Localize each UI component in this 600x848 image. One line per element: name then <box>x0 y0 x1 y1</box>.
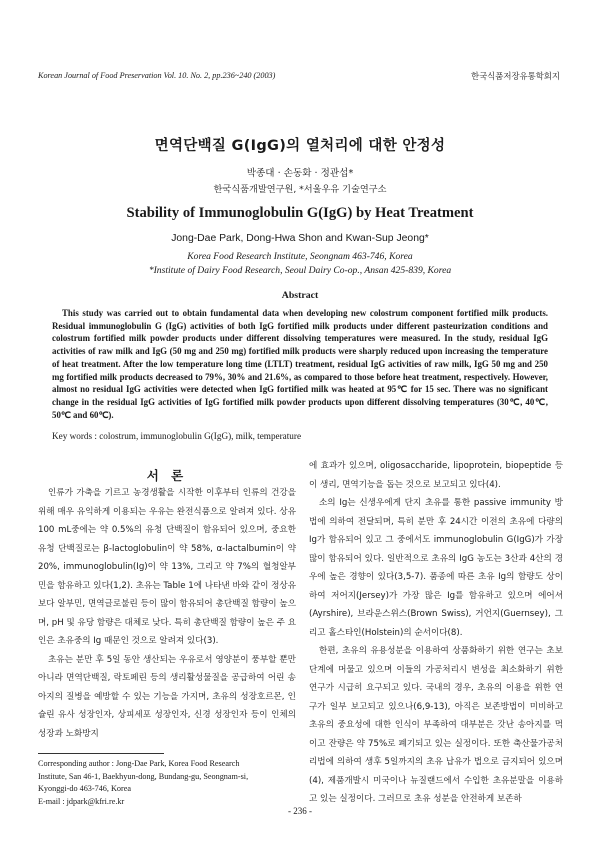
page-number: - 236 - <box>288 806 312 816</box>
keywords: Key words : colostrum, immunoglobulin G(IgG), milk, temperature <box>52 431 302 441</box>
right-column <box>309 457 563 804</box>
abstract-heading: Abstract <box>281 290 319 301</box>
society-name: 한국식품저장유통학회지 <box>471 71 560 81</box>
right-paragraph-1: 에 효과가 있으며, oligosaccharide, lipoprotein, biopeptide 등이 생리, 면역기능을 돕는 것으로 보고되고 있다(4). <box>309 461 563 490</box>
right-paragraph-3: 한편, 초유의 유용성분을 이용하여 상품화하기 위한 연구는 초보단계에 머물고 있으며 이들의 가공처리시 변성을 최소화하기 위한 연구가 시급히 요구되고 있다. 국내의 경우, 초유의 이용을 위한 연구가 일부 보고되고 있으나(6,9-13), 아직은 보존방법이 미비하고 초유의 중요성에 대한 인식이 부족하여 대부분은 갓난 송아지를 먹이고 잔량은 약 75%로 폐기되고 있는 실정이다. 또한 축산물가공처리법에 의하여 생후 5일까지의 초유 납유가 법으로 금지되어 있으며(4), 제품개발시 미국이나 뉴질랜드에서 수입한 초유분말을 이용하고 있는 실정이다. 그러므로 초유 성분을 안전하게 보존하 <box>309 646 563 804</box>
footnote-line: Institute, San 46-1, Baekhyun-dong, Bundang-gu, Seongnam-si, <box>38 771 249 781</box>
journal-citation: Korean Journal of Food Preservation Vol. 10. No. 2, pp.236~240 (2003) <box>38 71 276 80</box>
footnote-email: E-mail : jdpark@kfri.re.kr <box>38 796 125 806</box>
footnote-line: Corresponding author : Jong-Dae Park, Korea Food Research <box>38 759 240 768</box>
corresponding-author-footnote <box>38 758 296 808</box>
left-paragraph-2: 초유는 분만 후 5일 동안 생산되는 우유로서 영양분이 풍부할 뿐만 아니라 면역단백질, 락토페린 등의 생리활성물질을 공급하여 어린 송아지의 질병을 예방할 수 있는 기능을 가지며, 초유의 성장호르몬, 인슐린 유사 성장인자, 상피세포 성장인자, 신경 성장인자 등이 인체의 성장과 노화방지 <box>38 654 296 739</box>
korean-authors: 박종대 · 손동화 · 정관섭* <box>246 168 354 179</box>
section-heading-introduction: 서 론 <box>146 468 188 483</box>
english-affiliation-2: *Institute of Dairy Food Research, Seoul Dairy Co-op., Ansan 425-839, Korea <box>148 265 452 276</box>
left-column <box>38 484 297 739</box>
korean-affiliation: 한국식품개발연구원, *서울우유 기술연구소 <box>213 184 387 195</box>
right-paragraph-2: 소의 Ig는 신생우에게 단지 초유를 통한 passive immunity 방법에 의하여 전달되며, 특히 분만 후 24시간 이전의 초유에 다량의 Ig가 함유되어 있고 그 중에서도 immunoglobulin G(IgG)가 가장 많이 함유되어 있다. 일반적으로 초유의 IgG 농도는 3산과 4산의 경우에 높은 경향이 있다(3,5-7). 품종에 따른 초유 Ig의 함량도 상이하여 저어지(Jersey)가 가장 많은 Ig를 함유하고 있으며 에어셔(Ayrshire), 브라운스위스(Brown Swiss), 거언지(Guernsey), 그리고 홀스타인(Holstein)의 순서이다(8). <box>309 498 563 638</box>
english-title: Stability of Immunoglobulin G(IgG) by Heat Treatment <box>126 205 474 221</box>
left-paragraph-1: 인류가 가축을 기르고 농경생활을 시작한 이후부터 인류의 건강을 위해 매우 유익하게 이용되는 우유는 완전식품으로 알려져 있다. 상유 100 mL중에는 약 0.5%의 유청 단백질이 함유되어 있으며, 중요한 유청 단백질로는 β-lactoglobulin이 약 58%, α-lactalbumin이 약 20%, immunoglobulin(Ig)이 약 13%, 그리고 약 7%의 혈청알부민을 함유하고 있다(1,2). 초유는 Table 1에 나타낸 바와 같이 정상유보다 알부민, 면역글로불린 등이 많이 함유되어 총단백질 함량이 높으며, pH 및 유당 함량은 대체로 낮다. 특히 총단백질 함량이 높은 주 요인은 초유중의 Ig 때문인 것으로 알려져 있다(3). <box>38 488 297 646</box>
abstract-text: This study was carried out to obtain fundamental data when developing new colostrum component fortified milk products. Residual immunoglobulin G (IgG) activities of both IgG fortified milk products under different pasteurization conditions and colostrum fortified milk powder products under different dissolving temperatures were measured. In the study, residual IgG activities of raw milk and IgG (50 mg and 250 mg) fortified milk products were sharply reduced upon increasing the temperature of heat treatment. After the low temperature long time (LTLT) treatment, residual IgG activities of raw milk, IgG 50 mg and 250 mg fortified milk products decreased to 79%, 30% and 21.6%, as compared to those before heat treatment, respectively. However, almost no residual IgG activities were detected when IgG fortified milk was heated at 95℃ for 15 sec. There was no significant change in the residual IgG activities of IgG fortified milk powder products upon different dissolving temperatures (30℃, 40℃, 50℃ and 60℃). <box>52 308 548 420</box>
korean-title: 면역단백질 G(IgG)의 열처리에 대한 안정성 <box>154 138 446 154</box>
footnote-divider <box>38 753 164 754</box>
footnote-line: Kyonggi-do 463-746, Korea <box>38 784 132 794</box>
english-affiliation-1: Korea Food Research Institute, Seongnam 463-746, Korea <box>187 251 413 262</box>
english-authors: Jong-Dae Park, Dong-Hwa Shon and Kwan-Sup Jeong* <box>171 233 429 244</box>
